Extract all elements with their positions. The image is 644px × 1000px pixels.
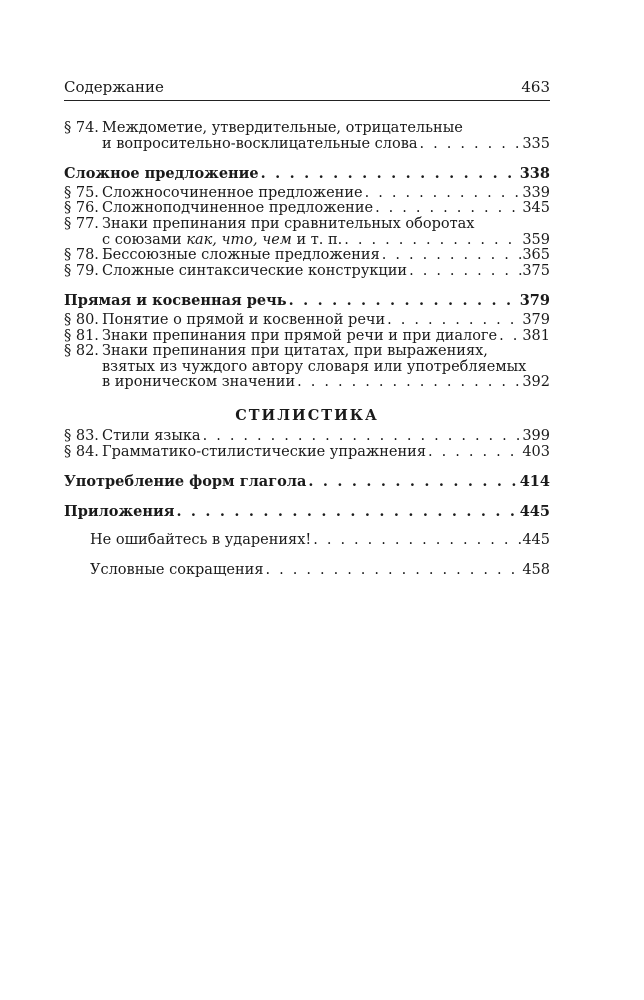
dot-leader <box>426 445 522 461</box>
entry-label-line1: Знаки препинания при цитатах, при выражениях, <box>102 343 488 360</box>
dot-leader <box>263 563 522 579</box>
dot-leader <box>342 233 522 249</box>
toc-entry-78[interactable] <box>64 248 550 264</box>
header-page-number: 463 <box>521 78 550 96</box>
toc-entry-appendix[interactable] <box>64 504 550 520</box>
entry-label: Знаки препинания при прямой речи и при диалоге <box>102 328 498 344</box>
entry-label: Сложноподчиненное предложение <box>102 201 374 217</box>
dot-leader <box>497 329 522 345</box>
entry-page: 338 <box>519 166 550 182</box>
entry-page: 335 <box>522 136 550 152</box>
dot-leader <box>407 264 522 280</box>
toc-entry-80[interactable] <box>64 313 550 329</box>
entry-label: Употребление форм глагола <box>64 474 307 490</box>
entry-page: 445 <box>519 503 550 520</box>
entry-label-line1: Междометие, утвердительные, отрицательные <box>102 120 463 136</box>
entry-page: 359 <box>522 232 550 248</box>
section-number: § 78. <box>64 248 99 264</box>
toc-entry-complex-sentence[interactable] <box>64 166 550 182</box>
dot-leader <box>306 474 519 490</box>
entry-label-line3: в ироническом значении <box>102 375 296 391</box>
entry-label: Сложное предложение <box>64 166 259 182</box>
dot-leader <box>385 313 522 329</box>
section-number: § 81. <box>64 328 99 344</box>
entry-page: 379 <box>519 293 550 309</box>
dot-leader <box>311 533 522 549</box>
entry-label: Прямая и косвенная речь <box>64 293 287 309</box>
entry-page: 379 <box>522 312 550 328</box>
entry-page: 414 <box>519 474 550 490</box>
toc-entry-abbreviations[interactable] <box>64 563 550 579</box>
entry-label-line2-end: и т. п. <box>291 232 343 248</box>
entry-label-line2: с союзами <box>102 232 187 248</box>
entry-page: 445 <box>522 533 550 549</box>
toc-entry-77[interactable] <box>64 217 550 248</box>
header-title: Содержание <box>64 78 164 96</box>
section-number: § 83. <box>64 428 99 444</box>
section-number: § 84. <box>64 444 99 460</box>
entry-label: Понятие о прямой и косвенной речи <box>102 312 386 328</box>
toc-entry-74[interactable] <box>64 121 550 152</box>
entry-page: 458 <box>522 562 550 578</box>
section-number: § 82. <box>64 343 99 360</box>
section-number: § 79. <box>64 263 99 279</box>
toc-entry-84[interactable] <box>64 445 550 461</box>
entry-label: Сложносочиненное предложение <box>102 185 363 201</box>
entry-label: Грамматико-стилистические упражнения <box>102 444 426 460</box>
toc-entry-direct-speech[interactable] <box>64 293 550 309</box>
entry-page: 345 <box>522 201 550 217</box>
entry-page: 403 <box>522 444 550 460</box>
toc-entry-79[interactable] <box>64 264 550 280</box>
entry-label-line2: и вопросительно-восклицательные слова <box>102 136 418 152</box>
entry-label: Сложные синтаксические конструкции <box>102 263 408 279</box>
dot-leader <box>174 504 519 520</box>
entry-label-line1: Знаки препинания при сравнительных оборотах <box>102 215 475 232</box>
entry-label: Стили языка <box>102 428 201 444</box>
section-number: § 74. <box>64 120 99 136</box>
entry-page: 392 <box>522 375 550 391</box>
toc-entry-76[interactable] <box>64 201 550 217</box>
table-of-contents <box>64 121 550 578</box>
dot-leader <box>418 137 523 153</box>
section-number: § 77. <box>64 215 99 232</box>
entry-page: 365 <box>522 248 550 264</box>
dot-leader <box>201 429 523 445</box>
section-number: § 75. <box>64 185 99 201</box>
running-header <box>64 78 550 101</box>
toc-entry-75[interactable] <box>64 186 550 202</box>
toc-entry-verb-forms[interactable] <box>64 474 550 490</box>
entry-label-line2: взятых из чуждого автору словаря или употребляемых <box>102 358 527 375</box>
entry-label: Бессоюзные сложные предложения <box>102 248 380 264</box>
entry-page: 339 <box>522 185 550 201</box>
entry-label: Не ошибайтесь в ударениях! <box>90 533 312 549</box>
dot-leader <box>363 186 523 202</box>
dot-leader <box>373 201 522 217</box>
section-heading-stylistics: СТИЛИСТИКА <box>235 406 379 424</box>
toc-entry-stress[interactable] <box>64 533 550 549</box>
section-number: § 76. <box>64 201 99 217</box>
entry-page: 375 <box>522 263 550 279</box>
entry-page: 399 <box>522 428 550 444</box>
dot-leader <box>295 375 522 391</box>
toc-entry-81[interactable] <box>64 329 550 345</box>
toc-entry-82[interactable] <box>64 344 550 391</box>
entry-label-italic: как, что, чем <box>186 232 292 248</box>
dot-leader <box>380 248 523 264</box>
dot-leader <box>259 166 520 182</box>
dot-leader <box>287 293 520 309</box>
section-number: § 80. <box>64 312 99 328</box>
entry-label: Условные сокращения <box>90 562 264 578</box>
entry-label: Приложения <box>64 503 175 520</box>
entry-page: 381 <box>522 328 550 344</box>
toc-entry-83[interactable] <box>64 429 550 445</box>
